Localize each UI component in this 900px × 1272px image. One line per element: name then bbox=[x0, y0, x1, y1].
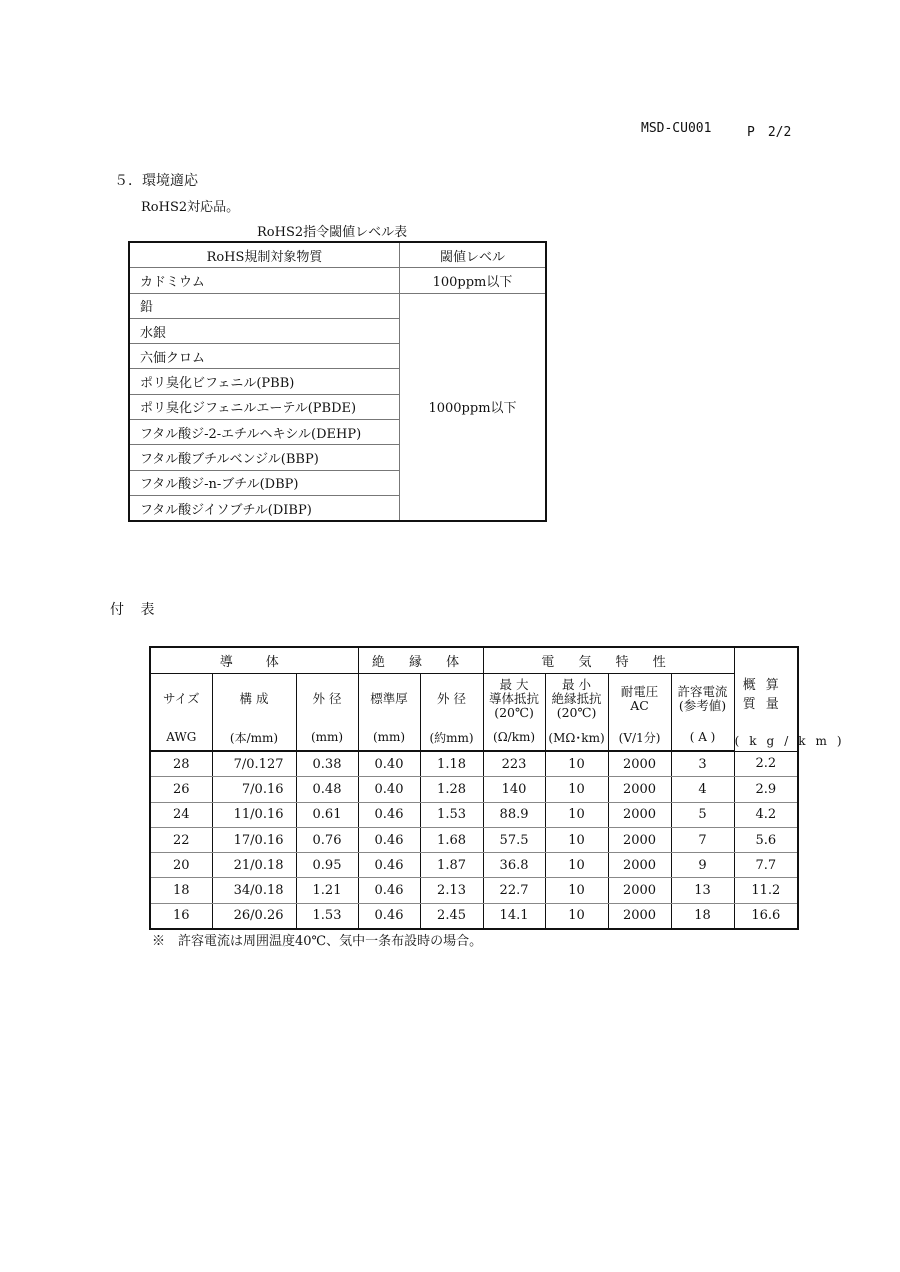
substance-cell: フタル酸ジイソブチル(DIBP) bbox=[129, 495, 400, 521]
cell-max-resistance: 88.9 bbox=[483, 802, 545, 827]
cell-ins-outer-dia: 1.53 bbox=[420, 802, 483, 827]
footnote: ※ 許容電流は周囲温度40℃、気中一条布設時の場合。 bbox=[152, 934, 483, 949]
col-std-thickness: 標準厚 bbox=[358, 674, 420, 725]
unit-current: ( A ) bbox=[671, 724, 734, 751]
cell-construction: 21/0.18 bbox=[212, 853, 296, 878]
document-id: MSD-CU001 bbox=[641, 121, 712, 136]
table-row bbox=[150, 777, 798, 802]
mass-unit: (kg/km) bbox=[734, 734, 852, 749]
cell-ins-outer-dia: 1.28 bbox=[420, 777, 483, 802]
cell-withstand: 2000 bbox=[608, 827, 671, 852]
cell-max-resistance: 14.1 bbox=[483, 903, 545, 929]
cell-ins-outer-dia: 1.68 bbox=[420, 827, 483, 852]
unit-ins-outer-dia: (約mm) bbox=[420, 724, 483, 751]
group-insulator: 絶 縁 体 bbox=[358, 647, 483, 674]
cell-max-resistance: 223 bbox=[483, 751, 545, 777]
min-ins-line1: 最 小 bbox=[562, 677, 592, 692]
group-electrical: 電 気 特 性 bbox=[483, 647, 734, 674]
rohs-col-threshold: 閾値レベル bbox=[400, 242, 547, 268]
cell-size: 22 bbox=[150, 827, 212, 852]
cell-outer-dia: 0.95 bbox=[296, 853, 358, 878]
cell-outer-dia: 1.53 bbox=[296, 903, 358, 929]
substance-cell: 鉛 bbox=[129, 293, 400, 318]
cell-min-insulation: 10 bbox=[545, 802, 608, 827]
cell-min-insulation: 10 bbox=[545, 853, 608, 878]
substance-cell: フタル酸ブチルベンジル(BBP) bbox=[129, 445, 400, 470]
cable-spec-table bbox=[149, 646, 852, 930]
cell-withstand: 2000 bbox=[608, 853, 671, 878]
table-row bbox=[129, 268, 546, 293]
unit-std-thickness: (mm) bbox=[358, 724, 420, 751]
col-outer-dia: 外 径 bbox=[296, 674, 358, 725]
current-line2: (参考値) bbox=[678, 698, 727, 713]
page-number: P 2/2 bbox=[747, 125, 792, 140]
substance-cell: ポリ臭化ジフェニルエーテル(PBDE) bbox=[129, 394, 400, 419]
mass-label: 概算質量 bbox=[742, 678, 789, 713]
unit-construction: (本/mm) bbox=[212, 724, 296, 751]
cell-construction: 11/0.16 bbox=[212, 802, 296, 827]
shared-threshold-cell: 1000ppm以下 bbox=[400, 293, 547, 521]
col-construction: 構 成 bbox=[212, 674, 296, 725]
table-row bbox=[150, 751, 798, 777]
cell-current: 9 bbox=[671, 853, 734, 878]
group-conductor: 導 体 bbox=[150, 647, 358, 674]
cell-max-resistance: 22.7 bbox=[483, 878, 545, 903]
cell-withstand: 2000 bbox=[608, 751, 671, 777]
substance-cell: フタル酸ジ-2-エチルヘキシル(DEHP) bbox=[129, 420, 400, 445]
cell-size: 26 bbox=[150, 777, 212, 802]
cell-outer-dia: 0.61 bbox=[296, 802, 358, 827]
cell-construction: 7/0.127 bbox=[212, 751, 296, 777]
cell-current: 5 bbox=[671, 802, 734, 827]
withstand-line2: AC bbox=[630, 698, 649, 713]
cell-mass: 11.2 bbox=[734, 878, 798, 903]
cell-mass: 5.6 bbox=[734, 827, 798, 852]
cell-outer-dia: 0.48 bbox=[296, 777, 358, 802]
col-min-insulation bbox=[545, 674, 608, 725]
table-row bbox=[150, 827, 798, 852]
cell-construction: 17/0.16 bbox=[212, 827, 296, 852]
cell-current: 18 bbox=[671, 903, 734, 929]
appendix-title: 付 表 bbox=[110, 602, 161, 618]
table-row bbox=[150, 802, 798, 827]
rohs-statement: RoHS2対応品。 bbox=[141, 200, 240, 215]
cell-std-thickness: 0.46 bbox=[358, 878, 420, 903]
min-ins-line2: 絶縁抵抗 bbox=[551, 691, 602, 706]
unit-outer-dia: (mm) bbox=[296, 724, 358, 751]
col-ins-outer-dia: 外 径 bbox=[420, 674, 483, 725]
col-withstand bbox=[608, 674, 671, 725]
rohs-col-substance: RoHS規制対象物質 bbox=[129, 242, 400, 268]
cell-std-thickness: 0.46 bbox=[358, 903, 420, 929]
col-mass bbox=[734, 647, 852, 751]
col-size: サイズ bbox=[150, 674, 212, 725]
cell-std-thickness: 0.40 bbox=[358, 777, 420, 802]
cell-size: 24 bbox=[150, 802, 212, 827]
cell-ins-outer-dia: 2.45 bbox=[420, 903, 483, 929]
cell-ins-outer-dia: 2.13 bbox=[420, 878, 483, 903]
cell-max-resistance: 140 bbox=[483, 777, 545, 802]
table-row bbox=[150, 878, 798, 903]
cell-min-insulation: 10 bbox=[545, 827, 608, 852]
unit-withstand: (V/1分) bbox=[608, 724, 671, 751]
section-heading: ５．環境適応 bbox=[114, 173, 198, 189]
rohs-threshold-table bbox=[128, 241, 547, 522]
cell-size: 16 bbox=[150, 903, 212, 929]
substance-cell: 水銀 bbox=[129, 318, 400, 343]
cell-max-resistance: 36.8 bbox=[483, 853, 545, 878]
cell-outer-dia: 0.38 bbox=[296, 751, 358, 777]
substance-cell: カドミウム bbox=[129, 268, 400, 293]
max-res-line2: 導体抵抗 bbox=[489, 691, 540, 706]
cell-mass: 7.7 bbox=[734, 853, 798, 878]
rohs-table-title: RoHS2指令閾値レベル表 bbox=[257, 225, 408, 240]
withstand-line1: 耐電圧 bbox=[620, 684, 659, 699]
cell-ins-outer-dia: 1.18 bbox=[420, 751, 483, 777]
cell-mass: 4.2 bbox=[734, 802, 798, 827]
cell-size: 28 bbox=[150, 751, 212, 777]
cell-outer-dia: 0.76 bbox=[296, 827, 358, 852]
cell-withstand: 2000 bbox=[608, 802, 671, 827]
substance-cell: フタル酸ジ-n-ブチル(DBP) bbox=[129, 470, 400, 495]
unit-min-insulation: (MΩ･km) bbox=[545, 724, 608, 751]
cell-mass: 2.2 bbox=[734, 751, 798, 777]
cell-current: 3 bbox=[671, 751, 734, 777]
cell-size: 18 bbox=[150, 878, 212, 903]
table-row bbox=[129, 293, 546, 318]
threshold-cell: 100ppm以下 bbox=[400, 268, 547, 293]
cell-construction: 7/0.16 bbox=[212, 777, 296, 802]
cell-current: 7 bbox=[671, 827, 734, 852]
cell-withstand: 2000 bbox=[608, 878, 671, 903]
cell-std-thickness: 0.46 bbox=[358, 853, 420, 878]
cell-min-insulation: 10 bbox=[545, 903, 608, 929]
cell-withstand: 2000 bbox=[608, 903, 671, 929]
substance-cell: 六価クロム bbox=[129, 344, 400, 369]
col-current bbox=[671, 674, 734, 725]
table-row bbox=[150, 903, 798, 929]
table-row bbox=[150, 853, 798, 878]
col-max-resistance bbox=[483, 674, 545, 725]
cell-min-insulation: 10 bbox=[545, 751, 608, 777]
cell-std-thickness: 0.46 bbox=[358, 802, 420, 827]
min-ins-line3: (20℃) bbox=[556, 705, 597, 720]
cell-current: 4 bbox=[671, 777, 734, 802]
cell-min-insulation: 10 bbox=[545, 878, 608, 903]
cell-std-thickness: 0.46 bbox=[358, 827, 420, 852]
cell-min-insulation: 10 bbox=[545, 777, 608, 802]
cell-size: 20 bbox=[150, 853, 212, 878]
unit-max-resistance: (Ω/km) bbox=[483, 724, 545, 751]
max-res-line3: (20℃) bbox=[494, 705, 534, 720]
current-line1: 許容電流 bbox=[677, 684, 728, 699]
cell-outer-dia: 1.21 bbox=[296, 878, 358, 903]
cell-mass: 2.9 bbox=[734, 777, 798, 802]
cell-max-resistance: 57.5 bbox=[483, 827, 545, 852]
substance-cell: ポリ臭化ビフェニル(PBB) bbox=[129, 369, 400, 394]
cell-construction: 34/0.18 bbox=[212, 878, 296, 903]
cell-current: 13 bbox=[671, 878, 734, 903]
unit-size: AWG bbox=[150, 724, 212, 751]
cell-mass: 16.6 bbox=[734, 903, 798, 929]
cell-withstand: 2000 bbox=[608, 777, 671, 802]
cell-construction: 26/0.26 bbox=[212, 903, 296, 929]
cell-std-thickness: 0.40 bbox=[358, 751, 420, 777]
max-res-line1: 最 大 bbox=[499, 677, 529, 692]
cell-ins-outer-dia: 1.87 bbox=[420, 853, 483, 878]
